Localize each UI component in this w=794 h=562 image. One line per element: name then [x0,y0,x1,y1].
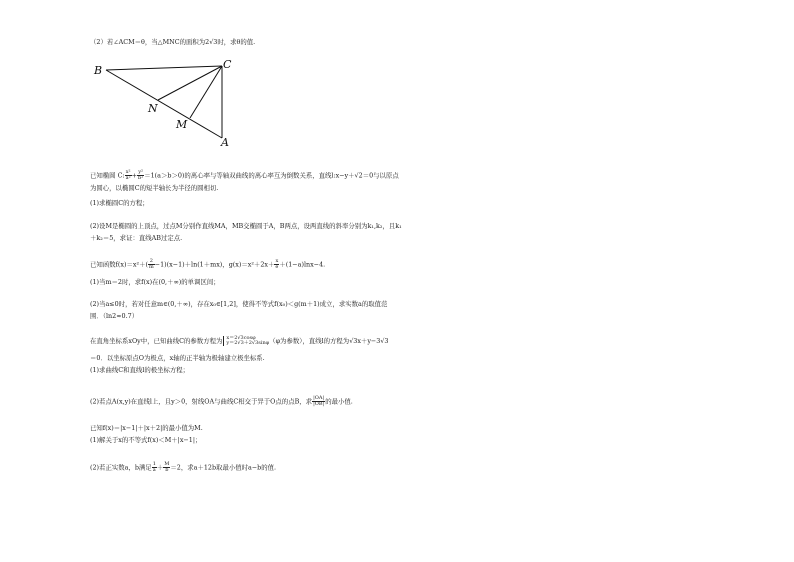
fraction-y2-b2: $\frac{\text{y²}}{\text{b²}}$ [138,169,144,181]
fraction-M-b: $\frac{M}{b}$ [164,461,170,473]
q5-part1: (1)解关于x的不等式f(x)＜M＋|x−1|； [90,436,202,444]
segment-CN [158,66,222,100]
q2-part2-line2: ＋k₂＝5，求证：直线AB过定点. [90,234,183,242]
q4-stem-b: （φ为参数），直线l的方程为√3x＋y−3√3 [269,337,389,345]
plus-sign-2: ＋ [156,463,164,472]
q3-stem [90,259,325,270]
q3-part2-line2: 围．（ln2≈0.7） [90,312,139,320]
fraction-OA-OB: $\frac{|OA|}{|OB|}$ [313,395,325,407]
q2-part1: (1)求椭圆C的方程； [90,199,149,207]
q5-part2-a: (2)若正实数a，b满足 [90,463,152,472]
label-B: B [94,64,103,77]
fraction-x2-a2: $\frac{\text{x²}}{\text{a²}}$ [125,169,131,181]
q3-stem-b: −1)(x−1)＋ln(1＋mx)，g(x)＝x²＋2x＋ [154,260,275,269]
segment-CM [190,66,222,118]
q2-part2-line1: (2)设M是椭圆的上顶点，过点M分别作直线MA，MB交椭圆于A，B两点，设两直线的斜率分别为k₁,k₂，且k₁ [90,222,402,230]
q4-stem-line2: ＝0．以坐标原点O为极点，x轴的正半轴为极轴建立极坐标系. [90,354,265,362]
label-N: N [148,102,158,115]
q5-part2-b: ＝2，求a＋12b取最小值时a−b的值. [170,463,277,472]
label-C: C [223,58,232,71]
q3-stem-a: 已知函数f(x)＝x²＋( [90,260,148,269]
fraction-x-e: $\frac{x}{e}$ [275,258,279,270]
q2-stem-a: 已知椭圆 C: [90,171,125,180]
q2-stem-line2: 为圆心，以椭圆C的短半轴长为半径的圆相切. [90,184,219,192]
plus-sign: + [131,171,137,180]
q5-part2 [90,462,276,473]
segment-BC [106,66,222,70]
q5-stem: 已知f(x)＝|x−1|＋|x＋2|的最小值为M. [90,424,203,432]
q1-part2: （2）若∠ACM＝θ，当△MNC的面积为2√3时，求θ的值. [90,38,256,46]
q4-stem-line1 [90,336,389,346]
q2-stem-b: ＝1(a＞b＞0)的离心率与等轴双曲线的离心率互为倒数关系，直线l:x−y＋√2＝0与以原点 [144,171,399,180]
label-M: M [176,118,188,131]
fraction-1-a: $\frac{1}{a}$ [152,461,156,473]
q4-part2-a: (2)若点A(x,y)在直线l上，且y＞0，射线OA与曲线C相交于异于O点的点B，求 [90,397,313,406]
fraction-2-m: $\frac{2}{m}$ [148,258,154,270]
label-A: A [221,136,229,146]
q3-stem-c: ＋(1−a)lnx−4. [279,260,326,269]
q4-stem-a: 在直角坐标系xOy中，已知曲线C的参数方程为 [90,337,223,345]
q2-stem-line1 [90,170,399,181]
q3-part1: (1)当m＝2时，求f(x)在(0,＋∞)的单调区间； [90,278,220,286]
triangle-figure [92,56,242,146]
q4-part2 [90,396,353,407]
parametric-system: x＝2√3cosφ y＝2√3＋2√3sinφ [223,336,269,346]
segment-BA [106,70,222,138]
q4-part1: (1)求曲线C和直线l的极坐标方程； [90,366,190,374]
q3-part2-line1: (2)当a≤0时，若对任意m∈(0,＋∞)，存在x₀∈[1,2]，使得不等式f(x₀)＜g(m＋1)成立，求实数a的取值范 [90,300,388,308]
q4-part2-b: 的最小值. [325,397,353,406]
